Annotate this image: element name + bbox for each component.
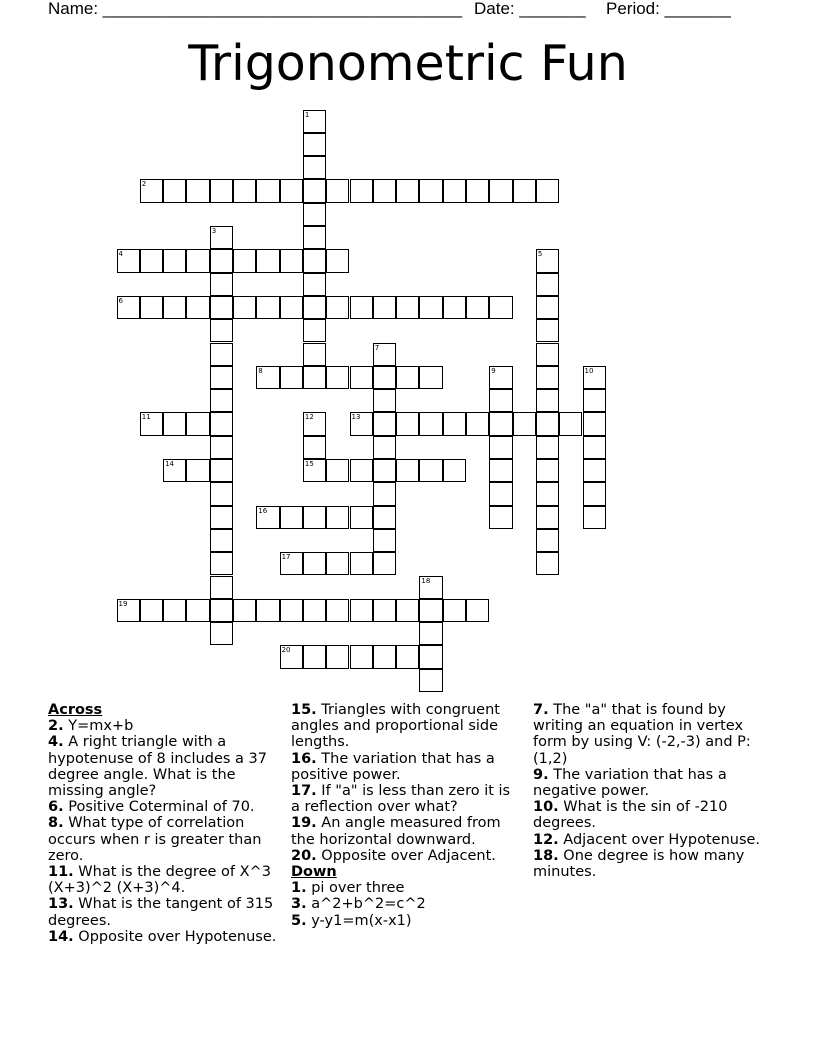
crossword-cell[interactable] (163, 249, 186, 272)
clue-number: 6 (118, 296, 123, 305)
crossword-cell[interactable] (536, 366, 559, 389)
crossword-cell[interactable] (489, 482, 512, 505)
clue-text: What is the degree of X^3 (X+3)^2 (X+3)^4. (48, 864, 271, 897)
clue-item (48, 734, 278, 799)
crossword-cell[interactable] (489, 436, 512, 459)
clue-number-label: 11. (48, 864, 74, 881)
crossword-cell[interactable] (326, 506, 349, 529)
clue-text: Opposite over Hypotenuse. (73, 928, 277, 945)
crossword-cell[interactable] (419, 179, 442, 202)
page-title: Trigonometric Fun (188, 35, 628, 92)
clue-number-label: 14. (48, 928, 74, 945)
crossword-cell[interactable] (536, 482, 559, 505)
crossword-cell[interactable] (350, 552, 373, 575)
crossword-cell[interactable] (163, 599, 186, 622)
clue-number-label: 1. (291, 880, 307, 897)
crossword-cell[interactable] (256, 599, 279, 622)
clue-text: An angle measured from the horizontal downward. (291, 815, 501, 848)
clue-number-label: 8. (48, 815, 64, 832)
crossword-cell[interactable] (513, 412, 536, 435)
crossword-cell[interactable] (583, 506, 606, 529)
clue-text: A right triangle with a hypotenuse of 8 includes a 37 degree angle. What is the missing angle? (48, 734, 267, 800)
crossword-cell[interactable] (326, 249, 349, 272)
clue-item (533, 832, 761, 848)
crossword-cell[interactable] (303, 599, 326, 622)
crossword-cell[interactable] (256, 506, 279, 529)
clue-number: 16 (258, 506, 268, 515)
clue-number-label: 13. (48, 896, 74, 913)
clue-section-heading: Down (291, 864, 337, 881)
crossword-cell[interactable] (303, 156, 326, 179)
crossword-cell[interactable] (536, 319, 559, 342)
crossword-cell[interactable] (373, 366, 396, 389)
crossword-cell[interactable] (280, 506, 303, 529)
crossword-cell[interactable] (210, 226, 233, 249)
crossword-cell[interactable] (419, 412, 442, 435)
crossword-cell[interactable] (489, 412, 512, 435)
crossword-cell[interactable] (396, 366, 419, 389)
crossword-cell[interactable] (373, 436, 396, 459)
clue-number-label: 19. (291, 815, 317, 832)
crossword-cell[interactable] (536, 552, 559, 575)
crossword-cell[interactable] (186, 296, 209, 319)
crossword-cell[interactable] (233, 296, 256, 319)
crossword-cell[interactable] (396, 459, 419, 482)
crossword-cell[interactable] (117, 296, 140, 319)
crossword-cell[interactable] (303, 366, 326, 389)
clue-item (48, 799, 278, 815)
crossword-cell[interactable] (396, 599, 419, 622)
crossword-cell[interactable] (280, 249, 303, 272)
clue-number-label: 15. (291, 702, 317, 718)
crossword-cell[interactable] (396, 412, 419, 435)
crossword-cell[interactable] (303, 203, 326, 226)
clue-number: 1 (304, 110, 310, 119)
crossword-cell[interactable] (536, 506, 559, 529)
clue-text: One degree is how many minutes. (533, 847, 745, 881)
clue-number: 14 (165, 460, 175, 468)
crossword-cell[interactable] (536, 273, 559, 296)
crossword-cell[interactable] (186, 412, 209, 435)
clue-number: 8 (258, 366, 263, 375)
crossword-cell[interactable] (583, 366, 606, 389)
crossword-cell[interactable] (233, 179, 256, 202)
clue-item (533, 767, 761, 799)
crossword-cell[interactable] (303, 249, 326, 272)
crossword-cell[interactable] (163, 296, 186, 319)
crossword-cell[interactable] (280, 366, 303, 389)
clue-number-label: 5. (291, 912, 307, 929)
clue-number: 17 (281, 553, 291, 562)
crossword-cell[interactable] (256, 249, 279, 272)
crossword-cell[interactable] (210, 529, 233, 552)
crossword-cell[interactable] (303, 506, 326, 529)
crossword-cell[interactable] (536, 296, 559, 319)
clue-number-label: 17. (291, 783, 317, 800)
crossword-cell[interactable] (326, 552, 349, 575)
crossword-cell[interactable] (210, 343, 233, 366)
crossword-cell[interactable] (326, 459, 349, 482)
crossword-cell[interactable] (186, 459, 209, 482)
clue-text: Adjacent over Hypotenuse. (558, 831, 761, 848)
crossword-cell[interactable] (373, 179, 396, 202)
clue-number: 15 (304, 460, 314, 468)
crossword-cell[interactable] (536, 389, 559, 412)
crossword-cell[interactable] (373, 343, 396, 366)
crossword-cell[interactable] (210, 296, 233, 319)
crossword-cell[interactable] (140, 412, 163, 435)
clue-number-label: 9. (533, 766, 549, 783)
crossword-cell[interactable] (443, 599, 466, 622)
clue-item (48, 718, 278, 734)
clue-text: Y=mx+b (63, 718, 134, 735)
crossword-cell[interactable] (256, 366, 279, 389)
crossword-cell[interactable] (303, 343, 326, 366)
name-field-label: Name: ______________________________________ (48, 0, 463, 18)
crossword-cell[interactable] (536, 459, 559, 482)
crossword-cell[interactable] (443, 296, 466, 319)
crossword-cell[interactable] (303, 459, 326, 482)
crossword-cell[interactable] (373, 599, 396, 622)
clue-text: What type of correlation occurs when r is greater than zero. (48, 815, 262, 864)
crossword-cell[interactable] (536, 529, 559, 552)
crossword-cell[interactable] (210, 249, 233, 272)
clue-item (291, 815, 519, 847)
crossword-cell[interactable] (350, 599, 373, 622)
clue-number: 9 (491, 366, 496, 375)
clue-text: a^2+b^2=c^2 (306, 896, 426, 913)
clue-number-label: 7. (533, 702, 549, 718)
crossword-cell[interactable] (373, 389, 396, 412)
crossword-cell[interactable] (303, 645, 326, 668)
crossword-cell[interactable] (466, 599, 489, 622)
crossword-cell[interactable] (117, 249, 140, 272)
clue-item (291, 848, 519, 864)
clue-number: 18 (421, 576, 431, 585)
crossword-cell[interactable] (303, 436, 326, 459)
crossword-cell[interactable] (350, 506, 373, 529)
crossword-cell[interactable] (303, 226, 326, 249)
clue-item (291, 751, 519, 783)
clue-column-2 (291, 702, 519, 929)
crossword-cell[interactable] (280, 296, 303, 319)
clue-text: If "a" is less than zero it is a reflection over what? (291, 783, 511, 816)
crossword-cell[interactable] (350, 412, 373, 435)
crossword-cell[interactable] (443, 412, 466, 435)
clue-number: 10 (584, 366, 594, 375)
clue-number: 7 (374, 343, 380, 352)
crossword-cell[interactable] (419, 599, 442, 622)
date-field-label: Date: _______ (474, 0, 586, 18)
crossword-cell[interactable] (373, 296, 396, 319)
crossword-cell[interactable] (210, 576, 233, 599)
crossword-cell[interactable] (280, 179, 303, 202)
crossword-cell[interactable] (419, 576, 442, 599)
crossword-cell[interactable] (210, 179, 233, 202)
crossword-cell[interactable] (350, 179, 373, 202)
crossword-cell[interactable] (280, 645, 303, 668)
crossword-cell[interactable] (559, 412, 582, 435)
clue-text: The "a" that is found by writing an equation in vertex form by using V: (-2,-3) and P: (1,2) (533, 702, 751, 767)
crossword-cell[interactable] (536, 412, 559, 435)
clue-number: 4 (118, 250, 123, 259)
clue-text: Positive Coterminal of 70. (63, 799, 255, 816)
clue-item (48, 815, 278, 864)
crossword-cell[interactable] (303, 296, 326, 319)
crossword-cell[interactable] (186, 179, 209, 202)
clue-number-label: 4. (48, 734, 64, 751)
period-field-label: Period: _______ (606, 0, 731, 18)
crossword-cell[interactable] (489, 506, 512, 529)
crossword-cell[interactable] (326, 366, 349, 389)
crossword-cell[interactable] (303, 179, 326, 202)
crossword-cell[interactable] (350, 296, 373, 319)
crossword-cell[interactable] (350, 645, 373, 668)
crossword-cell[interactable] (373, 506, 396, 529)
crossword-cell[interactable] (210, 436, 233, 459)
clue-number-label: 6. (48, 799, 64, 816)
crossword-cell[interactable] (233, 599, 256, 622)
crossword-cell[interactable] (583, 412, 606, 435)
crossword-cell[interactable] (210, 389, 233, 412)
crossword-cell[interactable] (583, 436, 606, 459)
clue-item (533, 799, 761, 831)
crossword-cell[interactable] (443, 179, 466, 202)
clue-text: The variation that has a negative power. (533, 766, 727, 800)
crossword-cell[interactable] (373, 529, 396, 552)
clue-column-3 (533, 702, 761, 880)
crossword-cell[interactable] (233, 249, 256, 272)
clue-item (48, 864, 278, 896)
clue-item (291, 913, 519, 929)
crossword-cell[interactable] (443, 459, 466, 482)
clue-section-heading: Across (48, 702, 103, 718)
crossword-cell[interactable] (140, 296, 163, 319)
clue-number: 19 (118, 599, 128, 608)
crossword-cell[interactable] (536, 436, 559, 459)
crossword-cell[interactable] (303, 133, 326, 156)
crossword-cell[interactable] (396, 645, 419, 668)
clue-item (48, 896, 278, 928)
crossword-cell[interactable] (396, 296, 419, 319)
crossword-cell[interactable] (419, 622, 442, 645)
clue-number-label: 10. (533, 799, 559, 816)
crossword-cell[interactable] (536, 343, 559, 366)
crossword-cell[interactable] (303, 273, 326, 296)
clue-number: 2 (141, 180, 147, 189)
crossword-cell[interactable] (256, 179, 279, 202)
crossword-cell[interactable] (350, 366, 373, 389)
crossword-cell[interactable] (536, 249, 559, 272)
crossword-cell[interactable] (489, 459, 512, 482)
clue-number: 13 (351, 413, 361, 422)
clue-column-1 (48, 702, 278, 945)
crossword-cell[interactable] (489, 296, 512, 319)
clue-text: pi over three (306, 880, 405, 897)
clue-item (291, 702, 519, 751)
crossword-cell[interactable] (303, 552, 326, 575)
crossword-cell[interactable] (489, 366, 512, 389)
crossword-cell[interactable] (373, 552, 396, 575)
crossword-cell[interactable] (373, 412, 396, 435)
crossword-cell[interactable] (513, 179, 536, 202)
crossword-cell[interactable] (396, 179, 419, 202)
crossword-cell[interactable] (303, 412, 326, 435)
clue-number-label: 16. (291, 750, 317, 767)
clue-number-label: 20. (291, 847, 317, 864)
crossword-cell[interactable] (583, 482, 606, 505)
crossword-cell[interactable] (186, 249, 209, 272)
crossword-cell[interactable] (163, 179, 186, 202)
crossword-cell[interactable] (163, 412, 186, 435)
crossword-cell[interactable] (256, 296, 279, 319)
crossword-cell[interactable] (326, 179, 349, 202)
crossword-cell[interactable] (583, 389, 606, 412)
crossword-cell[interactable] (489, 389, 512, 412)
crossword-cell[interactable] (419, 459, 442, 482)
crossword-cell[interactable] (140, 179, 163, 202)
crossword-cell[interactable] (210, 482, 233, 505)
clue-item (533, 702, 761, 767)
crossword-cell[interactable] (186, 599, 209, 622)
crossword-cell[interactable] (326, 296, 349, 319)
crossword-cell[interactable] (210, 506, 233, 529)
crossword-cell[interactable] (419, 645, 442, 668)
clue-text: What is the tangent of 315 degrees. (48, 896, 274, 929)
clue-item (291, 896, 519, 912)
crossword-cell[interactable] (373, 459, 396, 482)
crossword-cell[interactable] (419, 669, 442, 692)
clue-text: Triangles with congruent angles and proportional side lengths. (291, 702, 500, 751)
crossword-cell[interactable] (210, 552, 233, 575)
crossword-cell[interactable] (419, 296, 442, 319)
crossword-cell[interactable] (280, 599, 303, 622)
crossword-cell[interactable] (303, 319, 326, 342)
clue-text: y-y1=m(x-x1) (306, 912, 412, 929)
crossword-cell[interactable] (210, 459, 233, 482)
crossword-cell[interactable] (419, 366, 442, 389)
crossword-cell[interactable] (326, 599, 349, 622)
clue-text: What is the sin of -210 degrees. (533, 799, 728, 832)
clue-item (533, 848, 761, 880)
crossword-cell[interactable] (466, 296, 489, 319)
crossword-cell[interactable] (373, 482, 396, 505)
clue-number: 12 (304, 413, 314, 422)
crossword-cell[interactable] (280, 552, 303, 575)
crossword-cell[interactable] (536, 179, 559, 202)
crossword-cell[interactable] (466, 412, 489, 435)
crossword-cell[interactable] (140, 599, 163, 622)
clue-text: The variation that has a positive power. (291, 750, 495, 783)
crossword-cell[interactable] (163, 459, 186, 482)
crossword-cell[interactable] (210, 366, 233, 389)
crossword-cell[interactable] (210, 622, 233, 645)
clue-number-label: 3. (291, 896, 307, 913)
crossword-cell[interactable] (210, 319, 233, 342)
crossword-cell[interactable] (466, 179, 489, 202)
crossword-cell[interactable] (210, 273, 233, 296)
clue-number: 3 (211, 227, 217, 235)
crossword-cell[interactable] (489, 179, 512, 202)
clue-number-label: 2. (48, 718, 64, 735)
clue-item (291, 880, 519, 896)
crossword-cell[interactable] (210, 599, 233, 622)
clue-text: Opposite over Adjacent. (316, 847, 496, 864)
crossword-cell[interactable] (326, 645, 349, 668)
clue-item (291, 783, 519, 815)
crossword-cell[interactable] (373, 645, 396, 668)
clue-number: 5 (537, 250, 543, 259)
crossword-cell[interactable] (350, 459, 373, 482)
clue-number-label: 12. (533, 831, 559, 848)
crossword-cell[interactable] (140, 249, 163, 272)
clue-number: 20 (281, 646, 291, 655)
clue-number-label: 18. (533, 847, 559, 864)
crossword-cell[interactable] (210, 412, 233, 435)
crossword-cell[interactable] (117, 599, 140, 622)
crossword-cell[interactable] (583, 459, 606, 482)
crossword-cell[interactable] (303, 110, 326, 133)
clue-number: 11 (141, 413, 151, 422)
clue-item (48, 929, 278, 945)
